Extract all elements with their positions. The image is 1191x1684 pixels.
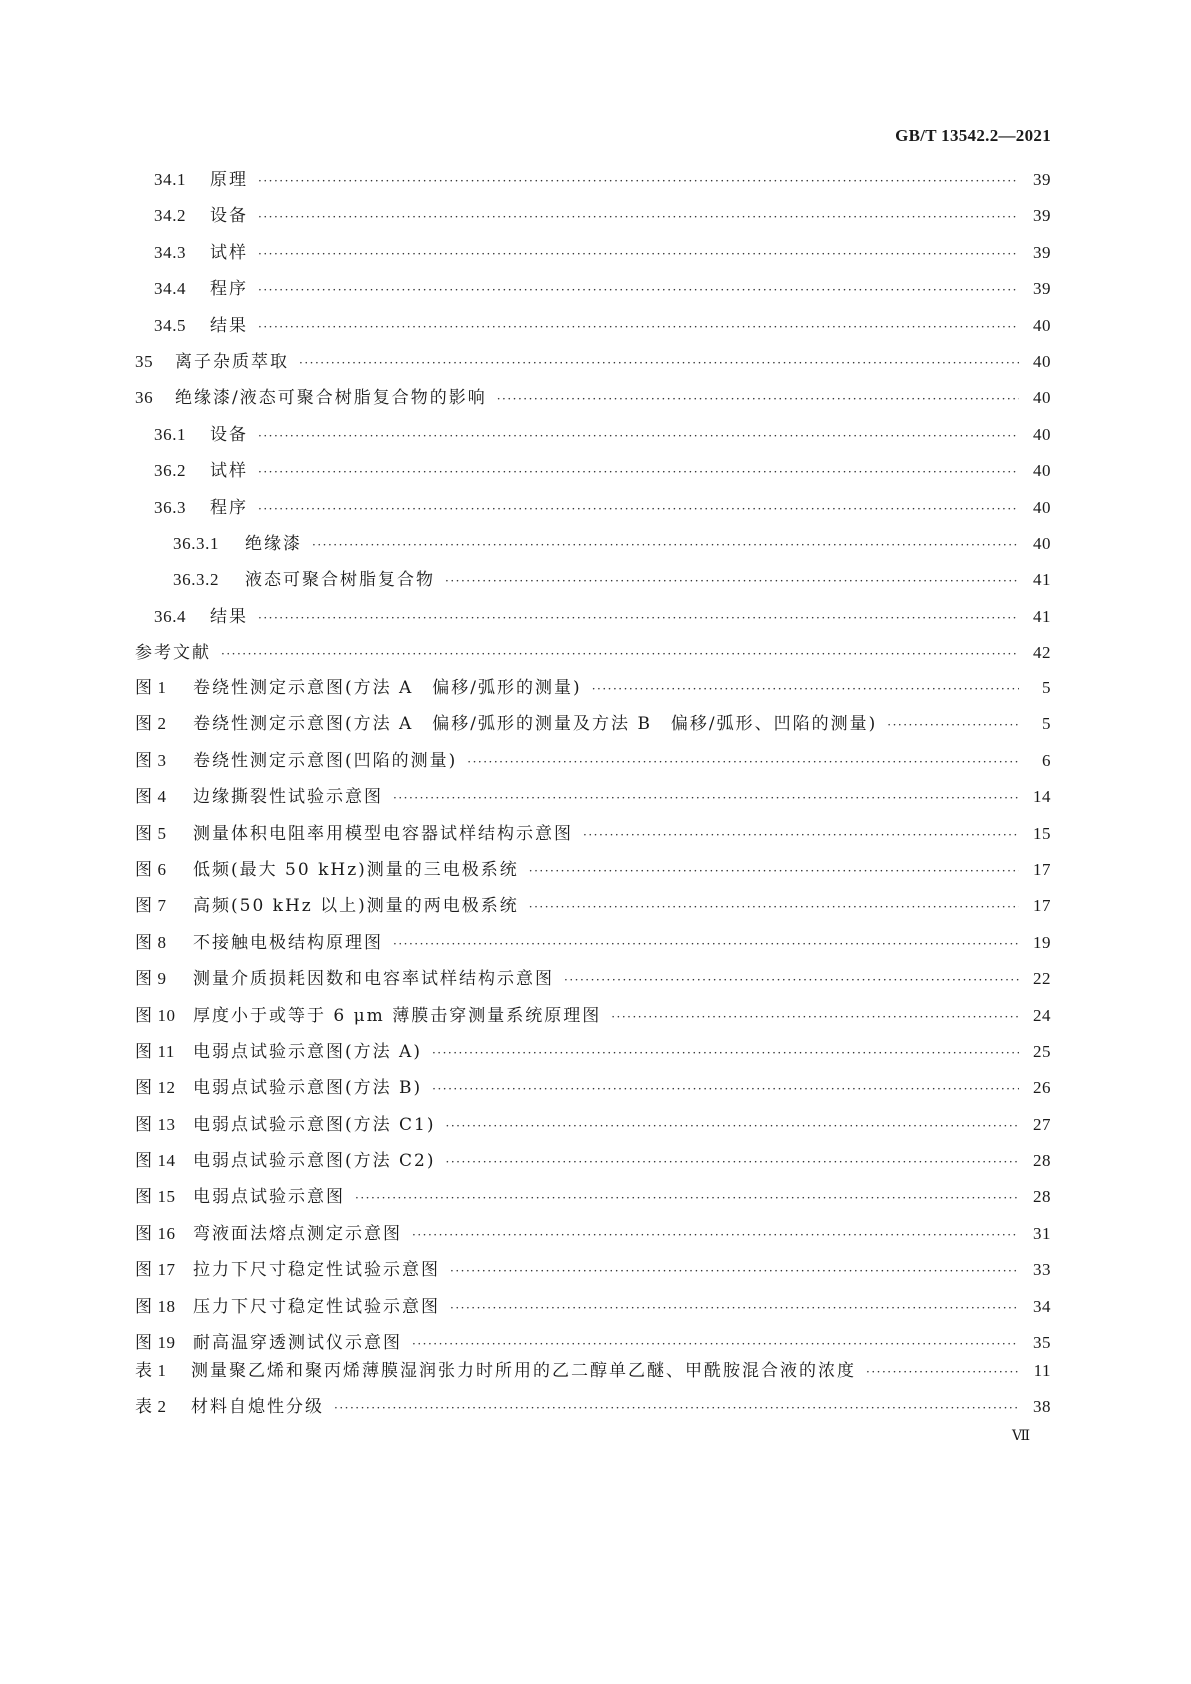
- toc-entry: [135, 165, 1051, 201]
- toc-entry-number: 36.3: [154, 497, 187, 517]
- toc-entry: [135, 928, 1051, 964]
- toc-entry-title: 材料自熄性分级: [191, 1397, 324, 1418]
- dot-leader: [258, 210, 1019, 224]
- toc-entry-title: 程序: [210, 497, 248, 518]
- toc-entry-page: 11: [1033, 1361, 1051, 1380]
- toc-entry-page: 27: [1033, 1114, 1051, 1134]
- toc-entry-title: 离子杂质萃取: [175, 351, 289, 372]
- toc-entry-title: 绝缘漆/液态可聚合树脂复合物的影响: [175, 388, 487, 409]
- toc-entry: [135, 1037, 1051, 1073]
- toc-entry-page: 40: [1033, 424, 1051, 444]
- toc-entry-page: 25: [1033, 1041, 1051, 1061]
- toc-entry: [135, 638, 1051, 674]
- toc-entry-page: 5: [1042, 714, 1051, 734]
- toc-entry-number: 图 8: [135, 932, 167, 952]
- toc-entry-page: 28: [1033, 1151, 1051, 1171]
- toc-entry-title: 设备: [210, 206, 248, 227]
- toc-entry-title: 原理: [210, 170, 248, 190]
- toc-entry-title: 低频(最大 50 kHz)测量的三电极系统: [193, 859, 519, 880]
- toc-entry-title: 厚度小于或等于 6 μm 薄膜击穿测量系统原理图: [193, 1005, 602, 1026]
- page-folio: Ⅶ: [1012, 1429, 1030, 1444]
- toc-entry-title: 电弱点试验示意图: [193, 1187, 345, 1208]
- toc-entry-number: 图 14: [135, 1151, 176, 1171]
- toc-entry-title: 耐高温穿透测试仪示意图: [193, 1333, 402, 1354]
- toc-entry-number: 图 1: [135, 678, 167, 697]
- dot-leader: [887, 718, 1019, 732]
- toc-entry: [135, 709, 1051, 745]
- toc-entry-number: 图 2: [135, 714, 167, 734]
- standard-code: GB/T 13542.2—2021: [895, 126, 1051, 145]
- toc-entry-title: 测量介质损耗因数和电容率试样结构示意图: [193, 969, 554, 990]
- toc-entry-page: 19: [1033, 932, 1051, 952]
- toc-entry-page: 39: [1033, 170, 1051, 189]
- toc-entry-title: 试样: [210, 461, 248, 482]
- toc-entry-page: 22: [1033, 969, 1051, 989]
- dot-leader: [432, 1046, 1019, 1060]
- toc-entry-page: 33: [1033, 1260, 1051, 1280]
- toc-entry-title: 不接触电极结构原理图: [193, 932, 383, 953]
- toc-entry-number: 图 7: [135, 896, 167, 916]
- dot-leader: [529, 864, 1019, 878]
- toc-entry: [135, 529, 1051, 565]
- toc-entry: [135, 1182, 1051, 1218]
- toc-entry-page: 17: [1033, 896, 1051, 916]
- dot-leader: [393, 791, 1019, 805]
- toc-entry-page: 17: [1033, 859, 1051, 879]
- dot-leader: [445, 574, 1019, 588]
- toc-entry: [135, 274, 1051, 310]
- toc-entry-title: 边缘撕裂性试验示意图: [193, 787, 383, 808]
- toc-entry-number: 图 3: [135, 750, 167, 770]
- toc-entry-number: 图 4: [135, 787, 167, 807]
- toc-entry-title: 弯液面法熔点测定示意图: [193, 1223, 402, 1244]
- toc-entry-page: 35: [1033, 1333, 1051, 1353]
- dot-leader: [564, 973, 1019, 987]
- toc-entry-page: 5: [1042, 678, 1051, 697]
- toc-entry: [135, 311, 1051, 347]
- toc-entry-title: 结果: [210, 606, 248, 627]
- toc-entry-number: 图 13: [135, 1114, 176, 1134]
- toc-entry-number: 图 15: [135, 1187, 176, 1207]
- toc-entry-number: 图 9: [135, 969, 167, 989]
- toc-sections: [135, 165, 1051, 674]
- toc-entry-number: 图 18: [135, 1296, 176, 1316]
- toc-entry-page: 24: [1033, 1005, 1051, 1025]
- toc-entry-number: 表 1: [135, 1361, 167, 1380]
- toc-entry: [135, 1255, 1051, 1291]
- toc-entry: [135, 964, 1051, 1000]
- toc-entry-page: 39: [1033, 279, 1051, 299]
- dot-leader: [312, 538, 1019, 552]
- dot-leader: [611, 1010, 1019, 1024]
- toc-tables: [135, 1356, 1051, 1429]
- toc-entry: [135, 746, 1051, 782]
- dot-leader: [592, 682, 1019, 696]
- toc-entry: [135, 1110, 1051, 1146]
- toc-entry-title: 参考文献: [135, 643, 211, 664]
- toc-entry: [135, 1392, 1051, 1428]
- toc-entry: [135, 782, 1051, 818]
- dot-leader: [529, 900, 1019, 914]
- toc-entry-title: 卷绕性测定示意图(方法 A 偏移/弧形的测量): [193, 678, 582, 698]
- toc-entry-number: 36: [135, 388, 154, 408]
- toc-entry-title: 电弱点试验示意图(方法 C2): [193, 1151, 436, 1172]
- toc-entry: [135, 891, 1051, 927]
- toc-entry-page: 41: [1033, 606, 1051, 626]
- toc-entry-number: 34.5: [154, 315, 187, 335]
- dot-leader: [355, 1191, 1019, 1205]
- toc-entry-page: 14: [1033, 787, 1051, 807]
- toc-entry-title: 试样: [210, 242, 248, 263]
- dot-leader: [412, 1337, 1019, 1351]
- dot-leader: [866, 1365, 1019, 1379]
- toc-entry-title: 压力下尺寸稳定性试验示意图: [193, 1296, 440, 1317]
- toc-entry-number: 36.1: [154, 424, 187, 444]
- toc-entry-number: 34.4: [154, 279, 187, 299]
- toc-entry-title: 电弱点试验示意图(方法 A): [193, 1041, 422, 1062]
- toc-entry-number: 图 11: [135, 1041, 176, 1061]
- toc-entry: [135, 1001, 1051, 1037]
- toc-entry-page: 39: [1033, 242, 1051, 262]
- toc-entry-page: 40: [1033, 533, 1051, 553]
- toc-entry-title: 高频(50 kHz 以上)测量的两电极系统: [193, 896, 519, 917]
- dot-leader: [258, 247, 1019, 261]
- toc-entry: [135, 1146, 1051, 1182]
- toc-entry-number: 35: [135, 351, 154, 371]
- toc-entry-number: 36.4: [154, 606, 187, 626]
- dot-leader: [583, 828, 1019, 842]
- toc-entry-title: 液态可聚合树脂复合物: [245, 570, 435, 591]
- toc-entry-page: 38: [1033, 1397, 1051, 1417]
- toc-entry-number: 图 12: [135, 1078, 176, 1098]
- dot-leader: [450, 1301, 1019, 1315]
- dot-leader: [258, 502, 1019, 516]
- toc-entry-title: 拉力下尺寸稳定性试验示意图: [193, 1260, 440, 1281]
- toc-entry-page: 39: [1033, 206, 1051, 226]
- toc-entry-number: 图 6: [135, 859, 167, 879]
- dot-leader: [258, 429, 1019, 443]
- dot-leader: [446, 1119, 1020, 1133]
- toc-entry: [135, 1292, 1051, 1328]
- dot-leader: [432, 1082, 1019, 1096]
- toc-entry: [135, 383, 1051, 419]
- toc-entry-number: 图 19: [135, 1333, 176, 1353]
- toc-entry-number: 图 16: [135, 1223, 176, 1243]
- toc-entry: [135, 420, 1051, 456]
- toc-entry: [135, 855, 1051, 891]
- dot-leader: [258, 174, 1019, 188]
- toc-entry-number: 36.3.1: [173, 533, 220, 553]
- dot-leader: [446, 1155, 1020, 1169]
- toc-entry-title: 电弱点试验示意图(方法 B): [193, 1078, 423, 1099]
- toc-entry: [135, 347, 1051, 383]
- dot-leader: [497, 392, 1019, 406]
- toc-entry-page: 26: [1033, 1078, 1051, 1098]
- toc-entry-title: 测量体积电阻率用模型电容器试样结构示意图: [193, 823, 573, 844]
- dot-leader: [299, 356, 1019, 370]
- toc-entry-title: 绝缘漆: [245, 533, 302, 554]
- dot-leader: [258, 320, 1019, 334]
- toc-entry-number: 图 17: [135, 1260, 176, 1280]
- toc-entry-page: 40: [1033, 315, 1051, 335]
- toc-entry: [135, 456, 1051, 492]
- toc-entry-title: 程序: [210, 279, 248, 300]
- toc-figures: [135, 673, 1051, 1364]
- toc-entry-page: 28: [1033, 1187, 1051, 1207]
- toc-entry-title: 设备: [210, 424, 248, 445]
- toc-entry: [135, 238, 1051, 274]
- toc-entry: [135, 493, 1051, 529]
- toc-entry-title: 测量聚乙烯和聚丙烯薄膜湿润张力时所用的乙二醇单乙醚、甲酰胺混合液的浓度: [191, 1361, 856, 1381]
- toc-entry-page: 42: [1033, 643, 1051, 663]
- dot-leader: [412, 1228, 1019, 1242]
- toc-entry-page: 15: [1033, 823, 1051, 843]
- toc-entry-title: 电弱点试验示意图(方法 C1): [193, 1114, 436, 1135]
- toc-entry: [135, 673, 1051, 709]
- toc-entry: [135, 1356, 1051, 1392]
- toc-entry-title: 卷绕性测定示意图(凹陷的测量): [193, 750, 458, 771]
- dot-leader: [258, 465, 1019, 479]
- toc-entry-number: 36.2: [154, 461, 187, 481]
- toc-entry-page: 6: [1042, 750, 1051, 770]
- toc-entry-page: 40: [1033, 388, 1051, 408]
- toc-entry: [135, 602, 1051, 638]
- toc-entry-page: 40: [1033, 351, 1051, 371]
- dot-leader: [258, 283, 1019, 297]
- toc-entry: [135, 1219, 1051, 1255]
- toc-entry-page: 40: [1033, 497, 1051, 517]
- toc-entry-page: 31: [1033, 1223, 1051, 1243]
- toc-entry-number: 34.1: [154, 170, 187, 189]
- toc-entry-number: 36.3.2: [173, 570, 220, 590]
- toc-entry-title: 结果: [210, 315, 248, 336]
- dot-leader: [393, 937, 1019, 951]
- dot-leader: [450, 1264, 1019, 1278]
- toc-entry-page: 34: [1033, 1296, 1051, 1316]
- toc-entry: [135, 819, 1051, 855]
- toc-entry-number: 图 5: [135, 823, 167, 843]
- toc-entry-number: 表 2: [135, 1397, 167, 1417]
- toc-entry: [135, 1073, 1051, 1109]
- toc-entry-page: 40: [1033, 461, 1051, 481]
- toc-entry-number: 34.2: [154, 206, 187, 226]
- toc-entry-number: 图 10: [135, 1005, 176, 1025]
- dot-leader: [221, 647, 1019, 661]
- toc-entry-page: 41: [1033, 570, 1051, 590]
- dot-leader: [258, 611, 1019, 625]
- dot-leader: [334, 1401, 1019, 1415]
- toc-entry-title: 卷绕性测定示意图(方法 A 偏移/弧形的测量及方法 B 偏移/弧形、凹陷的测量): [193, 714, 878, 735]
- toc-entry-number: 34.3: [154, 242, 187, 262]
- toc-entry: [135, 565, 1051, 601]
- dot-leader: [467, 755, 1019, 769]
- toc-entry: [135, 201, 1051, 237]
